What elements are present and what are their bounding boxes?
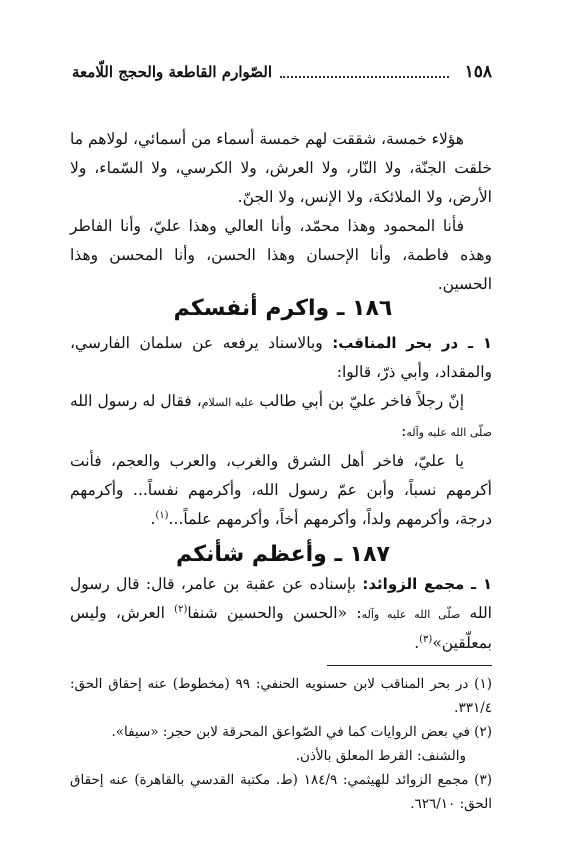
footnote-divider xyxy=(327,665,492,666)
hadith-186-quote: يا عليّ، فاخر أهل الشرق والغرب، والعرب والعجم، فأنت أكرمهم نسباً، وأبن عمّ رسول الله، وأكرمهم نفساً... وأكرمهم درجة، وأكرمهم ولداً، وأكرمهم أخاً، وأكرمهم علماً...$^{(١)}$. xyxy=(70,452,492,528)
alayhi-salam-honorific: عليه السلام xyxy=(201,396,255,409)
header-dotted-leader xyxy=(280,66,449,78)
running-title: الصّوارم القاطعة والحجج اللّامعة xyxy=(72,63,273,81)
intro-passage xyxy=(70,125,492,299)
source-label: ١ ـ در بحر المناقب: xyxy=(332,334,492,352)
chain-text: وبالاسناد يرفعه عن سلمان الفارسي، والمقداد، وأبي ذرّ، قالوا: xyxy=(70,334,492,381)
salawat-honorific: صلّى الله عليه وآله xyxy=(361,608,461,621)
salawat-honorific: صلّى الله عليه وآله xyxy=(406,426,492,439)
footnotes xyxy=(70,672,492,816)
section-186-body xyxy=(70,329,492,534)
page-number: ١٥٨ xyxy=(464,62,492,82)
footnote-1: (١) در بحر المناقب لابن حسنويه الحنفي: ٩٩ (مخطوط) عنه إحقاق الحق: ٣٣١/٤. xyxy=(70,676,492,716)
section-187-body xyxy=(70,570,492,658)
hadith-186-narration: إنّ رجلاً فاخر عليّ بن أبي طالب عليه السلام، فقال له رسول الله صلّى الله عليه وآله: xyxy=(70,392,492,440)
section-186-title: ١٨٦ ـ واكرم أنفسكم xyxy=(173,296,393,321)
footnote-ref-3[interactable]: (٣) xyxy=(419,633,433,645)
footnote-2: (٢) في بعض الروايات كما في الصّواعق المحرقة لابن حجر: «سيفا». xyxy=(111,724,492,740)
hadith-187: ١ ـ مجمع الزوائد: بإسناده عن عقبة بن عامر، قال: قال رسول الله صلّى الله عليه وآله: «الحسن والحسين شنفا$^{(٢)}$ العرش، وليس بمعلّقين»$^{(٣)}$. xyxy=(70,575,492,652)
footnote-ref-1[interactable]: (١) xyxy=(155,509,169,521)
section-187-title: ١٨٧ ـ وأعظم شأنكم xyxy=(176,542,390,567)
intro-paragraph-2: فأنا المحمود وهذا محمّد، وأنا العالي وهذا عليّ، وأنا الفاطر وهذه فاطمة، وأنا الإحسان وهذا الحسن، وأنا المحسن وهذا الحسين. xyxy=(70,217,492,293)
footnote-ref-2[interactable]: (٢) xyxy=(174,603,188,615)
footnote-2-gloss: والشنف: القرط المعلق بالأذن. xyxy=(295,748,466,764)
source-label: ١ ـ مجمع الزوائد: xyxy=(362,575,492,593)
hadith-186-intro xyxy=(70,329,492,387)
page-header xyxy=(72,62,492,82)
footnote-3: (٣) مجمع الزوائد للهيثمي: ١٨٤/٩ (ط. مكتبة القدسي بالقاهرة) عنه إحقاق الحق: ٦٢٦/١٠. xyxy=(70,772,492,812)
intro-paragraph-1: هؤلاء خمسة، شققت لهم خمسة أسماء من أسمائي، لولاهم ما خلقت الجنّة، ولا النّار، ولا العرش، ولا الكرسي، ولا السّماء، ولا الأرض، ولا الملائكة، ولا الإنس، ولا الجنّ. xyxy=(70,130,492,206)
